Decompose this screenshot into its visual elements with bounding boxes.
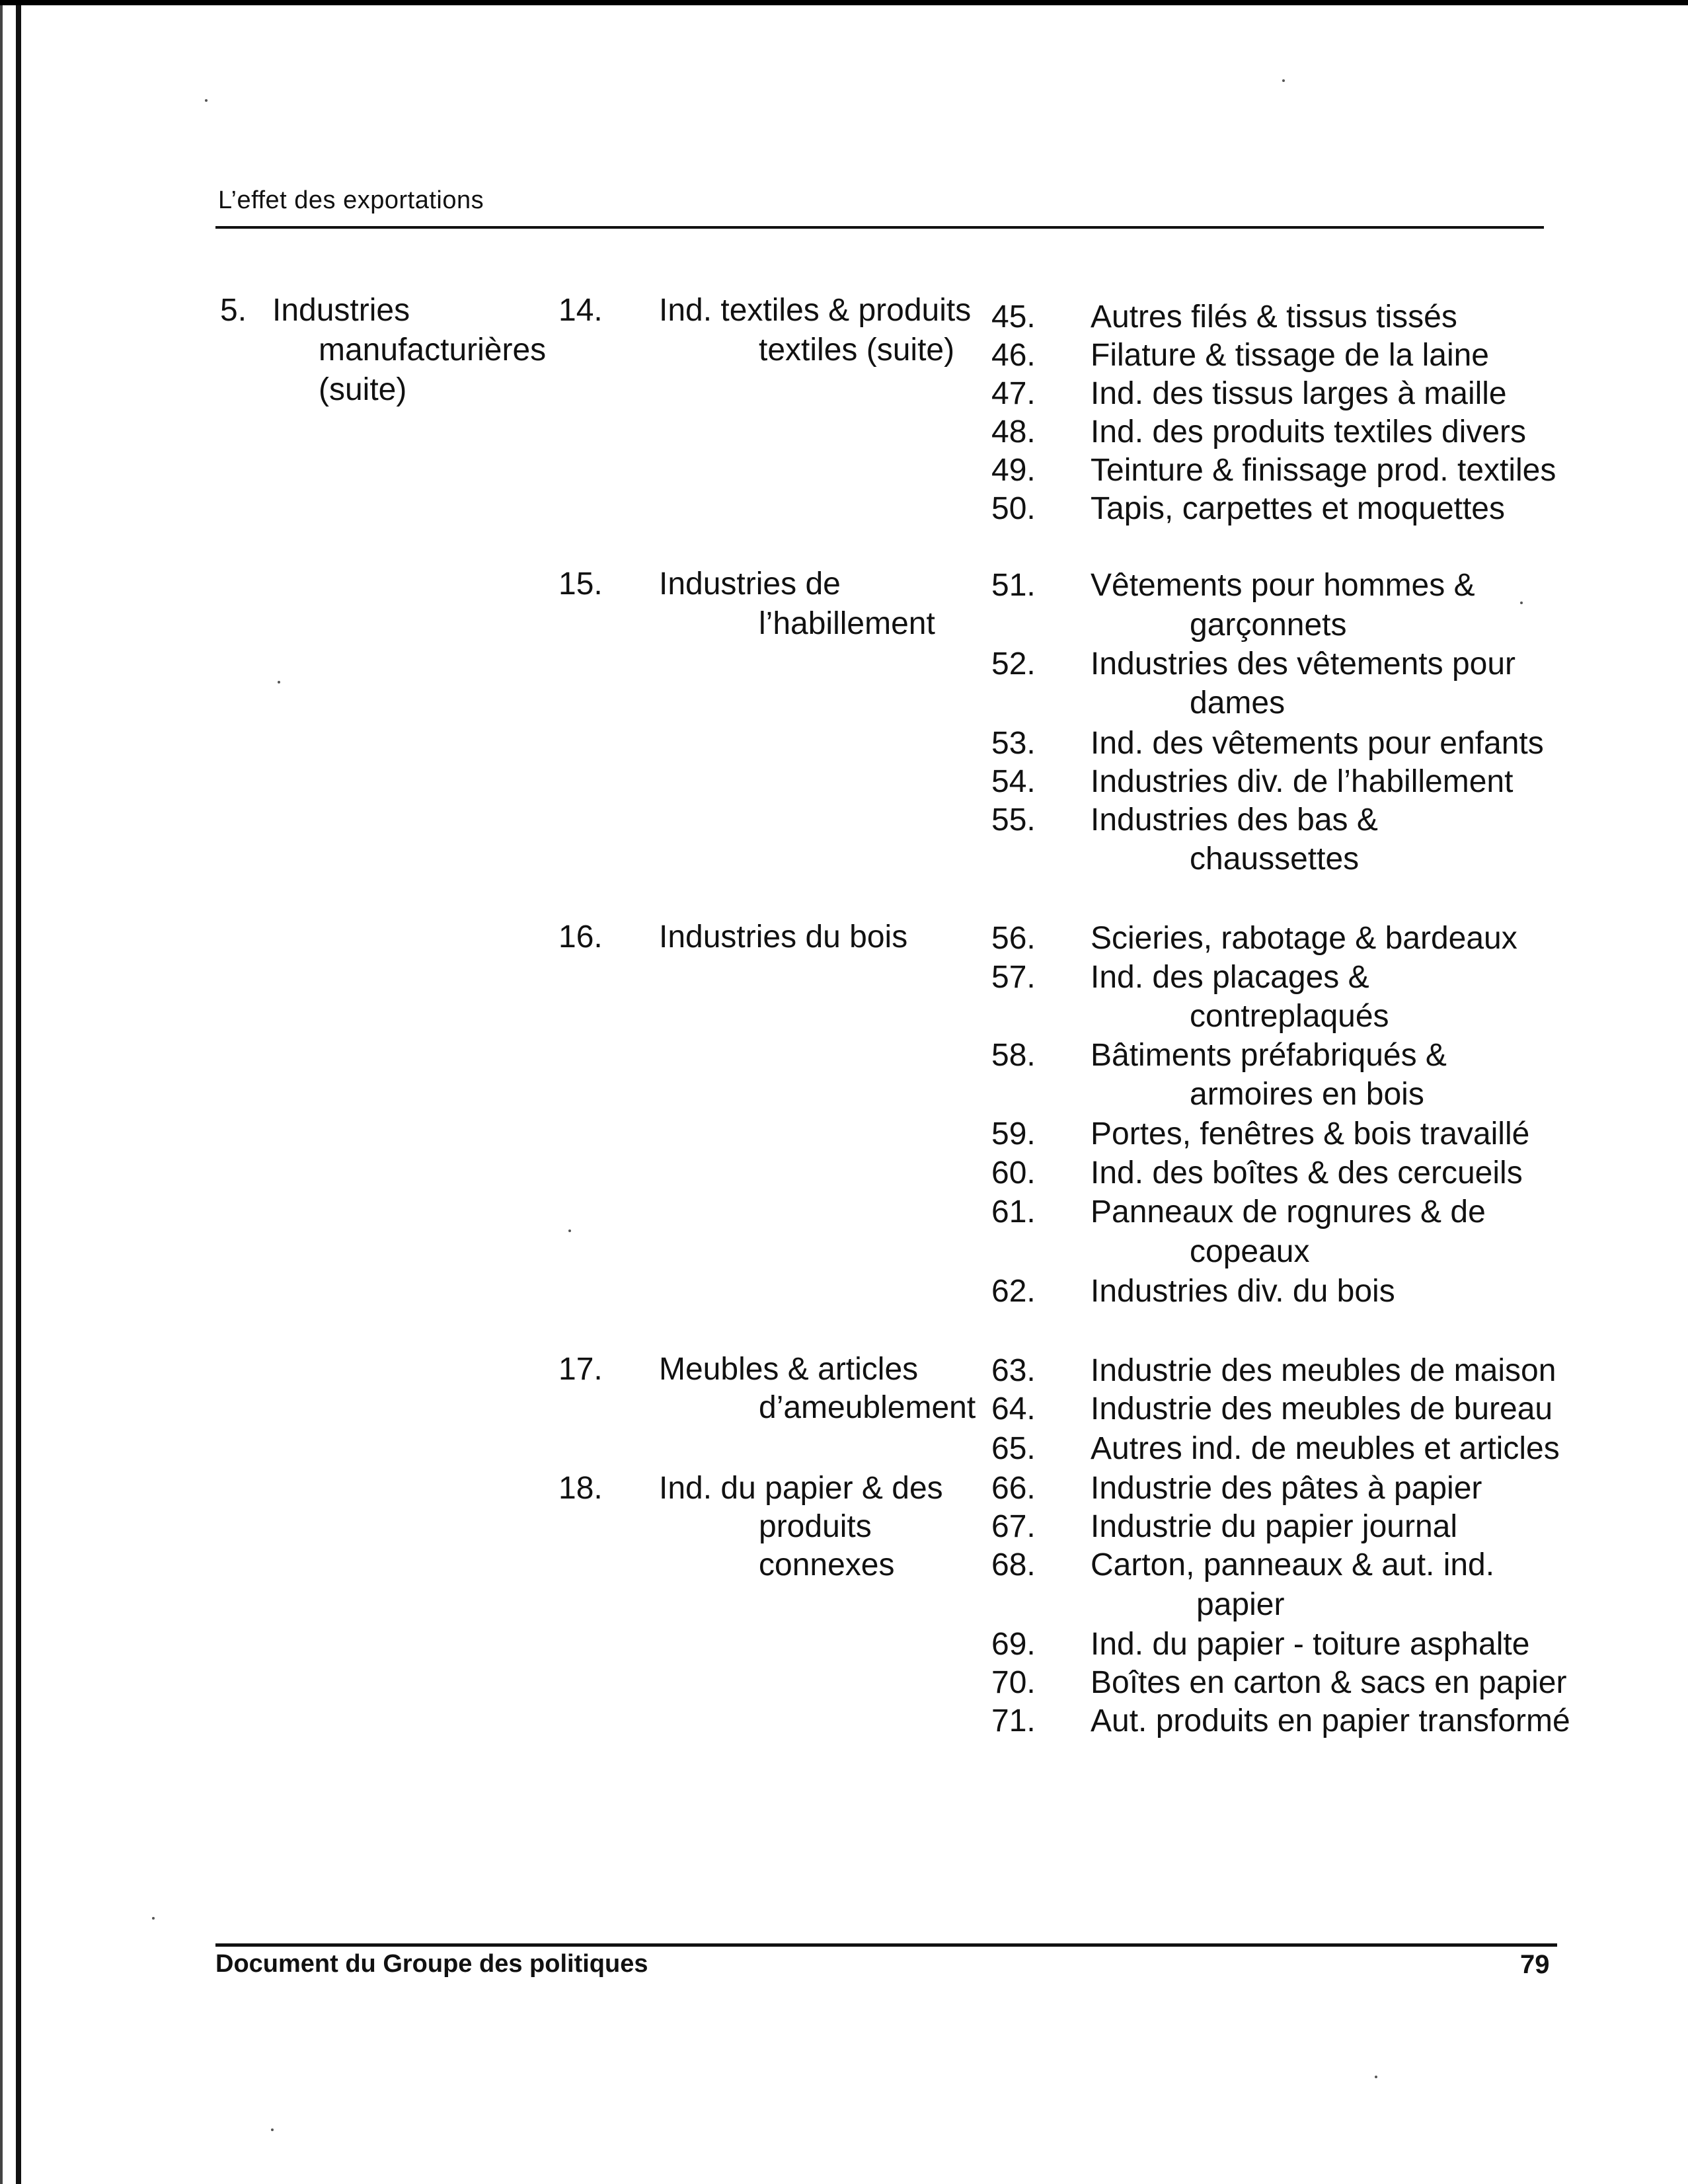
- item-label: Panneaux de rognures & de: [1091, 1194, 1486, 1229]
- header-rule: [215, 226, 1544, 229]
- group-number: 18.: [558, 1471, 603, 1506]
- item-number: 65.: [991, 1431, 1036, 1466]
- group-number: 14.: [558, 293, 603, 328]
- item-number: 53.: [991, 726, 1036, 761]
- item-label-cont: garçonnets: [1190, 607, 1347, 643]
- item-label: Industries des bas &: [1091, 802, 1378, 838]
- item-number: 60.: [991, 1155, 1036, 1190]
- sector-number: 5.: [220, 293, 247, 328]
- item-number: 67.: [991, 1509, 1036, 1544]
- sector-line-2: manufacturières: [319, 332, 547, 368]
- page-number: 79: [1520, 1950, 1550, 1979]
- item-number: 52.: [991, 646, 1036, 682]
- item-number: 62.: [991, 1274, 1036, 1309]
- group-name-line: connexes: [759, 1547, 895, 1582]
- item-label: Autres filés & tissus tissés: [1091, 299, 1457, 334]
- item-label: Industries div. de l’habillement: [1091, 764, 1514, 799]
- footer-rule: [215, 1943, 1557, 1947]
- item-label: Carton, panneaux & aut. ind.: [1091, 1547, 1495, 1582]
- item-label: Industries div. du bois: [1091, 1274, 1395, 1309]
- item-label-cont: papier: [1196, 1587, 1285, 1622]
- item-label: Autres ind. de meubles et articles: [1091, 1431, 1560, 1466]
- item-label: Ind. des produits textiles divers: [1091, 414, 1526, 449]
- item-number: 56.: [991, 921, 1036, 956]
- item-number: 68.: [991, 1547, 1036, 1582]
- scan-edge-top: [0, 0, 1688, 5]
- item-label: Bâtiments préfabriqués &: [1091, 1038, 1447, 1073]
- scan-speck: [152, 1917, 155, 1920]
- item-number: 51.: [991, 568, 1036, 603]
- item-label-cont: dames: [1190, 685, 1285, 721]
- scan-speck: [1375, 2076, 1377, 2078]
- footer-source: Document du Groupe des politiques: [215, 1950, 648, 1978]
- item-label-cont: copeaux: [1190, 1234, 1310, 1269]
- group-name-line: produits: [759, 1509, 872, 1544]
- item-label: Filature & tissage de la laine: [1091, 338, 1489, 373]
- group-name-line: Ind. textiles & produits: [659, 293, 972, 328]
- group-name-line: l’habillement: [759, 606, 935, 641]
- item-number: 49.: [991, 453, 1036, 488]
- item-number: 55.: [991, 802, 1036, 838]
- item-label: Aut. produits en papier transformé: [1091, 1703, 1570, 1738]
- scan-speck: [568, 1229, 571, 1232]
- item-label: Boîtes en carton & sacs en papier: [1091, 1665, 1567, 1700]
- group-name-line: Industries du bois: [659, 919, 908, 955]
- item-number: 59.: [991, 1116, 1036, 1151]
- item-label: Ind. des vêtements pour enfants: [1091, 726, 1544, 761]
- item-label: Ind. des tissus larges à maille: [1091, 376, 1507, 411]
- item-label: Ind. du papier - toiture asphalte: [1091, 1627, 1530, 1662]
- item-number: 47.: [991, 376, 1036, 411]
- item-number: 50.: [991, 491, 1036, 526]
- group-name-line: Industries de: [659, 566, 841, 602]
- group-name-line: textiles (suite): [759, 332, 955, 368]
- sector-line-3: (suite): [319, 372, 407, 407]
- item-label: Teinture & finissage prod. textiles: [1091, 453, 1556, 488]
- item-number: 64.: [991, 1391, 1036, 1426]
- item-label: Industrie des meubles de bureau: [1091, 1391, 1553, 1426]
- item-number: 57.: [991, 960, 1036, 995]
- running-title: L’effet des exportations: [218, 186, 484, 214]
- scan-speck: [271, 2128, 274, 2131]
- item-number: 45.: [991, 299, 1036, 334]
- item-number: 58.: [991, 1038, 1036, 1073]
- item-number: 69.: [991, 1627, 1036, 1662]
- item-number: 48.: [991, 414, 1036, 449]
- item-label: Ind. des boîtes & des cercueils: [1091, 1155, 1523, 1190]
- item-label: Industrie des meubles de maison: [1091, 1353, 1556, 1388]
- group-name-line: Ind. du papier & des: [659, 1471, 943, 1506]
- item-label-cont: contreplaqués: [1190, 999, 1389, 1034]
- item-number: 46.: [991, 338, 1036, 373]
- item-label: Industrie des pâtes à papier: [1091, 1471, 1482, 1506]
- scan-edge-left: [16, 5, 21, 2184]
- item-number: 70.: [991, 1665, 1036, 1700]
- item-label-cont: armoires en bois: [1190, 1077, 1424, 1112]
- item-number: 63.: [991, 1353, 1036, 1388]
- item-label: Vêtements pour hommes &: [1091, 568, 1475, 603]
- scan-speck: [1520, 602, 1523, 604]
- scan-speck: [1282, 79, 1285, 82]
- sector-line-1: Industries: [272, 293, 410, 328]
- scan-speck: [278, 681, 280, 683]
- group-number: 16.: [558, 919, 603, 955]
- item-label: Industries des vêtements pour: [1091, 646, 1516, 682]
- item-label: Ind. des placages &: [1091, 960, 1369, 995]
- group-name-line: d’ameublement: [759, 1390, 976, 1425]
- group-name-line: Meubles & articles: [659, 1352, 919, 1387]
- item-number: 54.: [991, 764, 1036, 799]
- item-label: Tapis, carpettes et moquettes: [1091, 491, 1505, 526]
- scan-edge-left-outer: [0, 5, 3, 2184]
- group-number: 15.: [558, 566, 603, 602]
- item-number: 61.: [991, 1194, 1036, 1229]
- item-label: Portes, fenêtres & bois travaillé: [1091, 1116, 1530, 1151]
- item-number: 66.: [991, 1471, 1036, 1506]
- item-label: Industrie du papier journal: [1091, 1509, 1458, 1544]
- item-label-cont: chaussettes: [1190, 841, 1360, 877]
- group-number: 17.: [558, 1352, 603, 1387]
- item-label: Scieries, rabotage & bardeaux: [1091, 921, 1517, 956]
- item-number: 71.: [991, 1703, 1036, 1738]
- scan-speck: [205, 99, 208, 102]
